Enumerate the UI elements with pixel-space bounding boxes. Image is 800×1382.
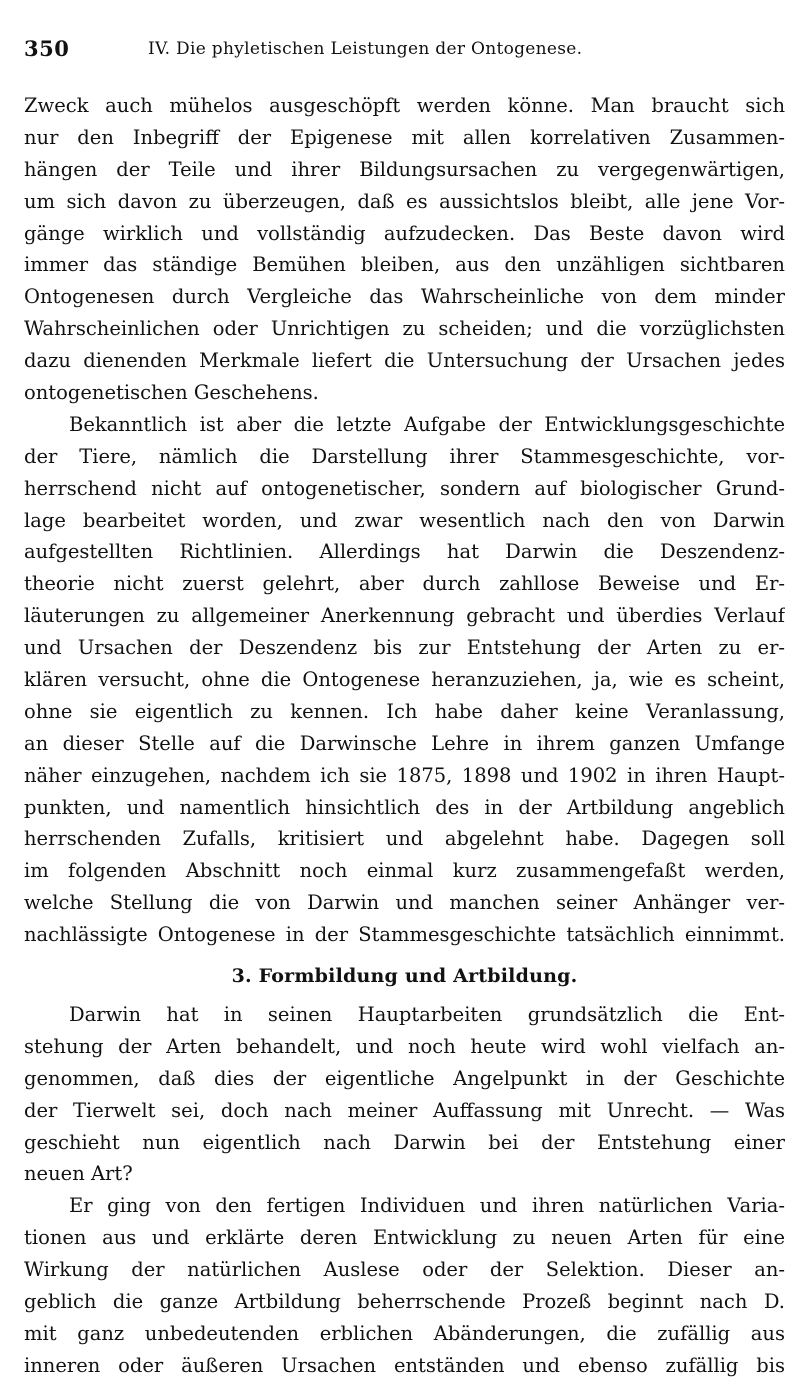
text-line: geschieht nun eigentlich nach Darwin bei der Entstehung einer (24, 1130, 785, 1154)
text-line: läuterungen zu allgemeiner Anerkennung gebracht und überdies Verlauf (24, 604, 785, 628)
text-line: geblich die ganze Artbildung beherrschende Prozeß beginnt nach D. (24, 1289, 785, 1313)
text-line: herrschenden Zufalls, kritisiert und abgelehnt habe. Dagegen soll (24, 827, 785, 851)
text-line: stehung der Arten behandelt, und noch heute wird wohl vielfach an- (24, 1034, 785, 1058)
text-line: der Tiere, nämlich die Darstellung ihrer Stammesgeschichte, vor- (24, 444, 785, 468)
text-line: lage bearbeitet worden, und zwar wesentlich nach den von Darwin (24, 508, 785, 532)
text-line: herrschend nicht auf ontogenetischer, sondern auf biologischer Grund- (24, 476, 785, 500)
text-line: immer das ständige Bemühen bleiben, aus den unzähligen sichtbaren (24, 253, 785, 277)
text-line: hängen der Teile und ihrer Bildungsursachen zu vergegenwärtigen, (24, 157, 785, 181)
text-line: klären versucht, ohne die Ontogenese heranzuziehen, ja, wie es scheint, (24, 668, 785, 692)
text-line: um sich davon zu überzeugen, daß es aussichtslos bleibt, alle jene Vor- (24, 189, 785, 213)
text-line: mit ganz unbedeutenden erblichen Abänderungen, die zufällig aus (24, 1321, 785, 1345)
text-line: ohne sie eigentlich zu kennen. Ich habe daher keine Veranlassung, (24, 699, 785, 723)
page-number: 350 (24, 36, 70, 61)
text-line: näher einzugehen, nachdem ich sie 1875, 1898 und 1902 in ihren Haupt- (24, 763, 785, 787)
text-line: Zweck auch mühelos ausgeschöpft werden könne. Man braucht sich (24, 94, 785, 117)
page-header (24, 36, 784, 66)
text-line: und Ursachen der Deszendenz bis zur Entstehung der Arten zu er- (24, 636, 785, 660)
section-heading: 3. Formbildung und Artbildung. (231, 965, 578, 988)
text-line: Wirkung der natürlichen Auslese oder der Selektion. Dieser an- (24, 1258, 785, 1282)
text-line: an dieser Stelle auf die Darwinsche Lehre in ihrem ganzen Umfange (24, 731, 785, 755)
text-line: tionen aus und erklärte deren Entwicklung zu neuen Arten für eine (24, 1226, 785, 1250)
text-line: theorie nicht zuerst gelehrt, aber durch zahllose Beweise und Er- (24, 572, 785, 596)
body-text (24, 90, 785, 1382)
text-line: im folgenden Abschnitt noch einmal kurz zusammengefaßt werden, (24, 859, 785, 883)
text-line: Ontogenesen durch Vergleiche das Wahrscheinliche von dem minder (24, 285, 785, 309)
running-title: IV. Die phyletischen Leistungen der Ontogenese. (148, 39, 583, 59)
text-line: genommen, daß dies der eigentliche Angelpunkt in der Geschichte (24, 1066, 785, 1090)
text-line: punkten, und namentlich hinsichtlich des in der Artbildung angeblich (24, 795, 785, 819)
text-line: Darwin hat in seinen Hauptarbeiten grundsätzlich die Ent- (69, 1002, 785, 1026)
text-line: welche Stellung die von Darwin und manchen seiner Anhänger ver- (24, 891, 785, 915)
text-line: aufgestellten Richtlinien. Allerdings hat Darwin die Deszendenz- (24, 540, 785, 564)
text-line: gänge wirklich und vollständig aufzudecken. Das Beste davon wird (24, 221, 785, 245)
text-line: dazu dienenden Merkmale liefert die Untersuchung der Ursachen jedes (24, 349, 785, 373)
text-line: ontogenetischen Geschehens. (24, 381, 319, 405)
text-line: inneren oder äußeren Ursachen entständen und ebenso zufällig bis (24, 1353, 785, 1377)
text-line: Er ging von den fertigen Individuen und ihren natürlichen Varia- (69, 1194, 785, 1218)
text-line: Bekanntlich ist aber die letzte Aufgabe der Entwicklungsgeschichte (69, 412, 785, 436)
text-line: nur den Inbegriff der Epigenese mit allen korrelativen Zusammen- (24, 125, 785, 149)
text-line: neuen Art? (24, 1162, 133, 1186)
text-line: der Tierwelt sei, doch nach meiner Auffassung mit Unrecht. — Was (24, 1098, 785, 1122)
text-line: nachlässigte Ontogenese in der Stammesgeschichte tatsächlich einnimmt. (24, 923, 785, 947)
text-line: Wahrscheinlichen oder Unrichtigen zu scheiden; und die vorzüglichsten (24, 317, 785, 341)
